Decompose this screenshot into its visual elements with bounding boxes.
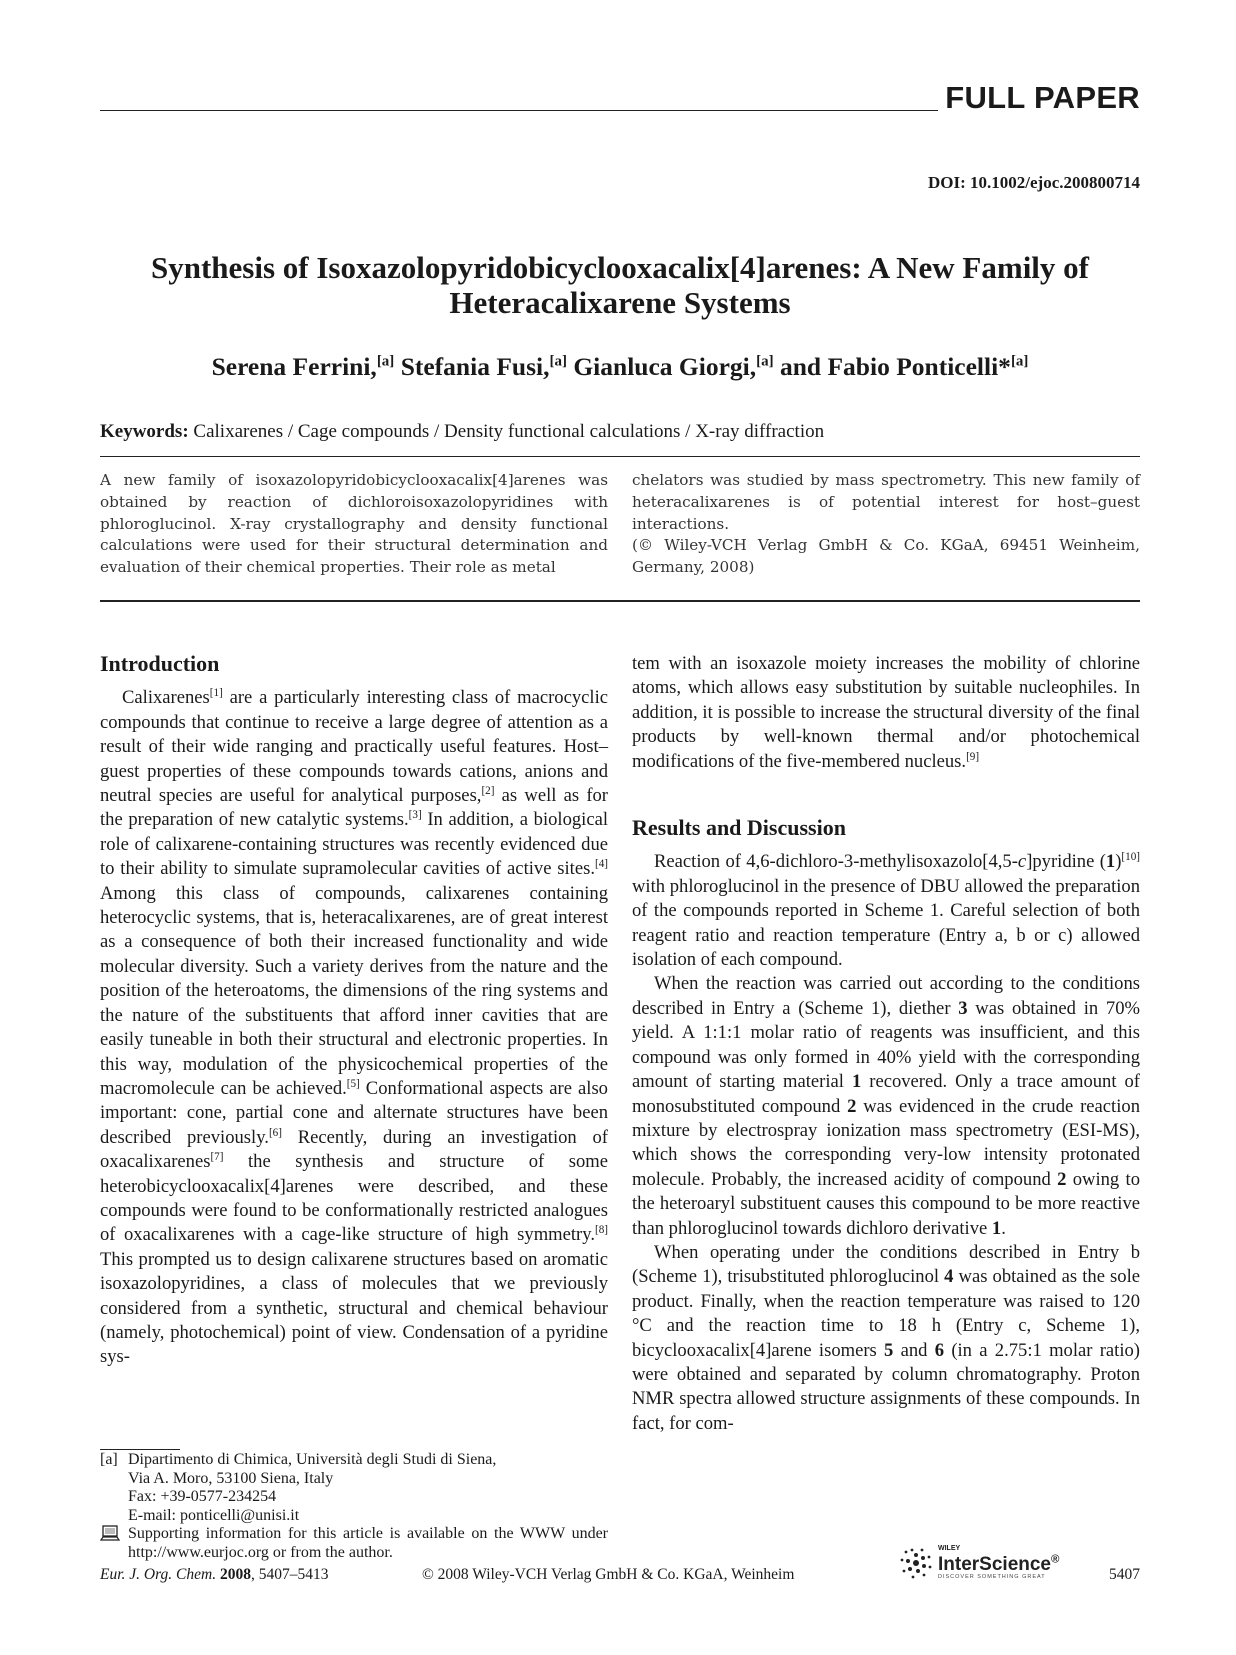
logo-wiley: WILEY <box>938 1545 961 1552</box>
intro-paragraph <box>100 686 608 1369</box>
text-run: ]pyridine ( <box>1026 851 1106 873</box>
text-run: When operating under the conditions described in Entry b (Scheme 1), trisubstituted phloroglucinol <box>632 1241 1140 1288</box>
text-run: When the reaction was carried out according to the conditions described in Entry a (Scheme 1), diether <box>632 973 1140 1019</box>
citation: [10] <box>1121 851 1140 864</box>
abstract-text: chelators was studied by mass spectrometry. This new family of heteracalixarenes is of potential interest for host–guest interactions. <box>632 471 1140 533</box>
footnote-affiliation <box>100 1451 608 1525</box>
supporting-info-text: Supporting information for this article is available on the WWW under http://www.eurjoc.org or from the author. <box>128 1525 608 1561</box>
text-run: as well as for the preparation of new catalytic systems. <box>100 785 609 831</box>
text-run: was obtained as the sole product. Finally, when the reaction temperature was raised to 120 °C and the reaction time to 18 h (Entry c, Scheme 1), bicyclooxacalix[4]arene isomers <box>632 1266 1140 1361</box>
author-name: Gianluca Giorgi, <box>573 352 757 381</box>
keywords-list: Calixarenes / Cage compounds / Density functional calculations / X-ray diffraction <box>193 421 825 442</box>
logo-brand <box>938 1554 1059 1576</box>
text-run: recovered. Only a trace amount of monosubstituted compound <box>632 1071 1140 1117</box>
compound-number: 3 <box>958 997 968 1019</box>
citation: [9] <box>966 750 980 763</box>
journal-pages: , 5407–5413 <box>250 1566 329 1583</box>
header-rule <box>100 110 938 111</box>
journal-name: Eur. J. Org. Chem. <box>100 1566 217 1583</box>
fax-line: Fax: +39-0577-234254 <box>128 1488 277 1505</box>
journal-year: 2008 <box>219 1566 251 1583</box>
compound-number: 4 <box>944 1266 954 1288</box>
footnote-rule <box>100 1449 180 1450</box>
text-run: Recently, during an investigation of oxacalixarenes <box>100 1126 608 1173</box>
author-affiliation: [a] <box>1010 353 1029 370</box>
abstract-left: A new family of isoxazolopyridobicyclooxacalix[4]arenes was obtained by reaction of dichloroisoxazolopyridines with phloroglucinol. X-ray crystallography and density functional calculations were used for their structural determination and evaluation of their chemical properties. Their role as metal <box>100 471 608 577</box>
logo-brand-text: InterScience <box>938 1554 1051 1575</box>
text-run: c <box>1017 851 1027 873</box>
footnote-label: [a] <box>100 1451 118 1468</box>
citation: [2] <box>481 784 495 797</box>
keywords <box>100 421 824 443</box>
keywords-label: Keywords: <box>100 421 189 442</box>
interscience-logo <box>898 1546 1068 1580</box>
affiliation-line: Dipartimento di Chimica, Università degli Studi di Siena, <box>128 1451 497 1468</box>
abstract-rule <box>100 600 1140 602</box>
author-name: Serena Ferrini, <box>211 352 377 381</box>
text-run: ) <box>1115 851 1122 873</box>
results-paragraph <box>632 1241 1140 1436</box>
citation: [1] <box>209 687 223 700</box>
author-affiliation: [a] <box>756 353 774 370</box>
text-run: was evidenced in the crude reaction mixture by electrospray ionization mass spectrometry (ESI-MS), which shows the corresponding very-low intensity protonated molecule. Probably, the increased acidity of compound <box>632 1095 1140 1190</box>
text-run: Conformational aspects are also important: cone, partial cone and alternate structures have been described previously. <box>100 1077 608 1148</box>
results-paragraph <box>632 850 1140 972</box>
text-run: with phloroglucinol in the presence of DBU allowed the preparation of the compounds reported in Scheme 1. Careful selection of both reagent ratio and reaction temperature (Entry a, b or c) allowed isolation of each compound. <box>632 875 1140 971</box>
citation: [6] <box>268 1126 282 1139</box>
text-run: tem with an isoxazole moiety increases the mobility of chlorine atoms, which allows easy substitution by suitable nucleophiles. In addition, it is possible to increase the structural diversity of the final products by well-known thermal and/or photochemical modifications of the five-membered nucleus. <box>632 653 1140 772</box>
citation: [8] <box>594 1224 608 1237</box>
results-paragraph <box>632 972 1140 1240</box>
keywords-rule <box>100 456 1140 457</box>
results-heading: Results and Discussion <box>632 815 846 841</box>
author-affiliation: [a] <box>376 353 395 370</box>
email-line: E-mail: ponticelli@unisi.it <box>128 1506 300 1524</box>
text-run: Reaction of 4,6-dichloro-3-methylisoxazolo[4,5- <box>654 851 1018 873</box>
citation: [5] <box>346 1077 360 1090</box>
intro-continuation <box>632 652 1140 774</box>
text-run: the synthesis and structure of some heterobicyclooxacalix[4]arenes were described, and these compounds were found to be conformationally restricted analogues of oxacalixarenes with a cage-like structure of high symmetry. <box>100 1151 608 1246</box>
author-conjunction: and <box>779 352 822 381</box>
footer-copyright: © 2008 Wiley-VCH Verlag GmbH & Co. KGaA, Weinheim <box>422 1566 795 1583</box>
citation: [3] <box>408 809 422 822</box>
abstract-right <box>632 470 1140 579</box>
citation: [4] <box>594 858 608 871</box>
journal-citation <box>100 1566 328 1584</box>
page-number: 5407 <box>1109 1566 1140 1583</box>
compound-number: 1 <box>991 1217 1002 1239</box>
text-run: . <box>1001 1217 1006 1239</box>
logo-registered: ® <box>1051 1553 1060 1566</box>
text-run: are a particularly interesting class of macrocyclic compounds that continue to receive a large degree of attention as a result of their wide ranging and practically useful features. Host–guest properties of these compounds towards cations, anions and neutral species are useful for analytical purposes, <box>100 687 608 807</box>
left-column <box>100 652 608 1370</box>
text-run: Among this class of compounds, calixarenes containing heterocyclic systems, that is, heteracalixarenes, are of great interest as a consequence of both their increased functionality and wide molecular diversity. Such a variety derives from the nature and the position of the heteroatoms, the dimensions of the ring systems and the nature of the substituents that afford inner cavities that are easily tuneable in both their structural and electronic properties. In this way, modulation of the physicochemical properties of the macromolecule can be achieved. <box>100 882 608 1099</box>
author-list <box>100 352 1140 382</box>
logo-swirl-icon <box>898 1546 934 1580</box>
citation: [7] <box>210 1150 224 1163</box>
author-name: Fabio Ponticelli* <box>827 352 1011 381</box>
intro-heading: Introduction <box>100 651 220 676</box>
text-run: This prompted us to design calixarene structures based on aromatic isoxazolopyridines, a class of molecules that we previously considered from a synthetic, structural and chemical behaviour (namely, photochemical) point of view. Condensation of a pyridine sys- <box>100 1248 608 1368</box>
text-run: and <box>893 1339 935 1361</box>
compound-number: 2 <box>1057 1168 1067 1190</box>
article-title <box>100 250 1140 320</box>
text-run: (in a 2.75:1 molar ratio) were obtained and separated by column chromatography. Proton NMR spectra allowed structure assignments of these compounds. In fact, for com- <box>632 1339 1140 1434</box>
footnote <box>100 1451 608 1562</box>
supporting-info <box>100 1525 608 1562</box>
text-run: owing to the heteroaryl substituent causes this compound to be more reactive than phloroglucinol towards dichloro derivative <box>632 1168 1140 1239</box>
compound-number: 2 <box>847 1095 857 1117</box>
text-run: Calixarenes <box>122 687 210 709</box>
section-label: FULL PAPER <box>945 80 1140 115</box>
compound-number: 1 <box>851 1071 862 1093</box>
text-run: was obtained in 70% yield. A 1:1:1 molar ratio of reagents was insufficient, and this compound was only formed in 40% yield with the corresponding amount of starting material <box>632 997 1140 1093</box>
computer-icon <box>100 1525 128 1562</box>
logo-tagline: DISCOVER SOMETHING GREAT <box>938 1574 1046 1580</box>
right-column <box>632 652 1140 1436</box>
abstract-copyright: (© Wiley-VCH Verlag GmbH & Co. KGaA, 69451 Weinheim, Germany, 2008) <box>632 536 1140 577</box>
title-line-2: Heteracalixarene Systems <box>449 285 791 320</box>
compound-number: 6 <box>934 1339 945 1361</box>
affiliation-line: Via A. Moro, 53100 Siena, Italy <box>128 1469 334 1487</box>
compound-number: 5 <box>884 1339 894 1361</box>
author-affiliation: [a] <box>549 353 567 370</box>
author-name: Stefania Fusi, <box>400 352 550 381</box>
doi: DOI: 10.1002/ejoc.200800714 <box>927 173 1140 192</box>
title-line-1: Synthesis of Isoxazolopyridobicyclooxacalix[4]arenes: A New Family of <box>151 250 1089 285</box>
text-run: In addition, a biological role of calixarene-containing structures was recently evidenced due to their ability to simulate supramolecular cavities of active sites. <box>100 809 608 880</box>
compound-number: 1 <box>1105 851 1116 873</box>
